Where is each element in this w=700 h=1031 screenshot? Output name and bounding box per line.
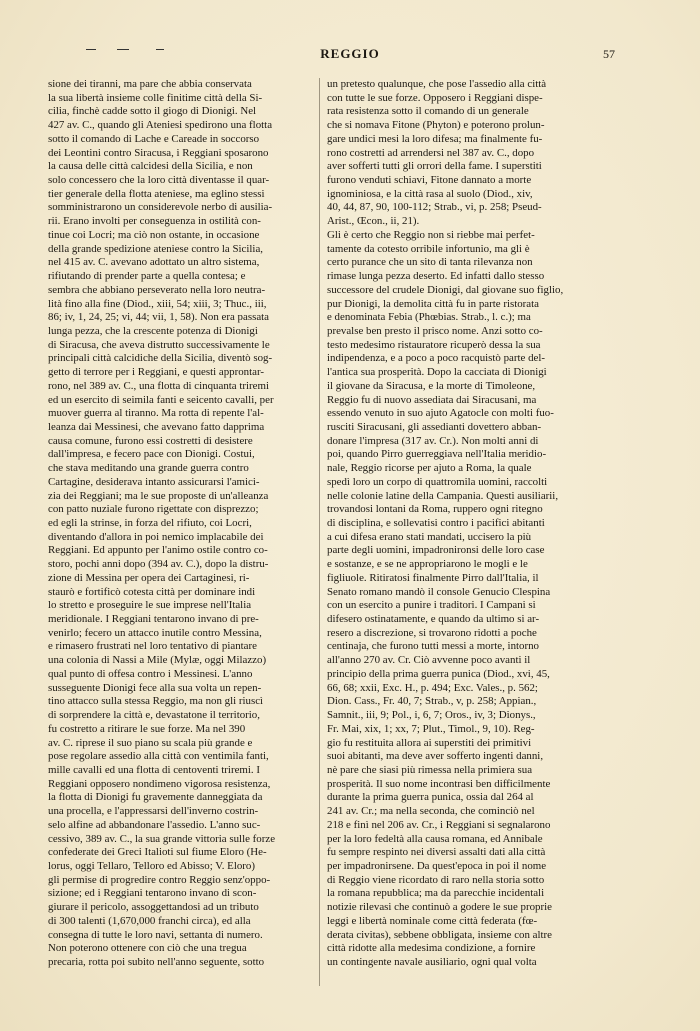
text-line: Non poterono ottenere con ciò che una tregua bbox=[48, 942, 247, 955]
text-line: Cartagine, desiderava intanto assicurarsi l'amici- bbox=[48, 475, 260, 488]
text-line: derata civitas), sebbene obbligata, insieme con altre bbox=[327, 928, 552, 941]
text-line: 218 e finì nel 206 av. Cr., i Reggiani si segnalarono bbox=[327, 818, 551, 831]
text-line: una colonia di Nassi a Mile (Mylæ, oggi Milazzo) bbox=[48, 654, 267, 667]
text-line: all'anno 270 av. Cr. Ciò avvenne poco avanti il bbox=[327, 654, 531, 667]
text-line: rii. Erano involti per conseguenza in ostilità con- bbox=[48, 215, 261, 228]
text-line: dei Leontini contro Siracusa, i Reggiani sposarono bbox=[48, 146, 269, 159]
text-line: fu sempre respinto nei diversi assalti dati alla città bbox=[327, 846, 546, 859]
text-line: con un esercito a punire i traditori. I Campani si bbox=[327, 599, 536, 612]
text-line: e denominata Febia (Phœbias. Strab., l. c.); ma bbox=[327, 311, 531, 324]
text-line: la causa delle città calcidesi della Sicilia, e non bbox=[48, 160, 253, 173]
text-line: donare l'impresa (317 av. Cr.). Non molti anni di bbox=[327, 434, 539, 447]
text-line: av. C. riprese il suo piano su scala più grande e bbox=[48, 736, 253, 749]
text-line: e rimasero frustrati nel loro tentativo di piantare bbox=[48, 640, 257, 653]
text-line: sotto il comando di Lache e Careade in soccorso bbox=[48, 132, 260, 145]
text-line: lunga pezza, che la crescente potenza di Dionigi bbox=[48, 324, 258, 337]
text-line: meridionale. I Reggiani tentarono invano di pre- bbox=[48, 613, 259, 626]
text-line: ignominiosa, e la città rasa al suolo (Diod., xiv, bbox=[327, 187, 533, 200]
text-line: staurò e fortificò cotesta città per dominare indi bbox=[48, 585, 256, 598]
text-line: dall'impresa, e fecero pace con Dionigi. Costui, bbox=[48, 448, 255, 461]
text-line: lorus, oggi Tellaro, Telloro ed Abisso; V. Eloro) bbox=[48, 859, 255, 872]
text-line: confederate dei Greci Italioti sul fiume Eloro (He- bbox=[48, 846, 267, 859]
text-line: furono venduti schiavi, Fitone dannato a morte bbox=[327, 174, 532, 187]
text-line: aver sofferti tutti gli orrori della fame. I superstiti bbox=[327, 160, 542, 173]
text-line: rono costretti ad arrendersi nel 387 av. C., dopo bbox=[327, 146, 535, 159]
text-line: rimase lunga pezza deserto. Ed infatti dallo stesso bbox=[327, 270, 545, 283]
text-line: rifiutando di prender parte a quella contesa; e bbox=[48, 270, 246, 283]
text-line: prosperità. Il suo nome incontrasi ben difficilmente bbox=[327, 777, 551, 790]
text-line: principio della prima guerra punica (Diod., xvi, 45, bbox=[327, 667, 550, 680]
text-line: di sorprendere la città e, devastatone il territorio, bbox=[48, 709, 260, 722]
text-line: difesero ostinatamente, e quando da ultimo si ar- bbox=[327, 613, 540, 626]
text-line: nale, Reggio ricorse per ajuto a Roma, la quale bbox=[327, 462, 532, 475]
text-line: consegna di tutte le loro navi, settanta di numero. bbox=[48, 928, 263, 941]
text-line: indipendenza, e a poco a poco racquistò parte del- bbox=[327, 352, 546, 365]
text-line: per impadronirsene. Da quest'epoca in poi il nome bbox=[327, 859, 547, 872]
text-line: causa comune, furono essi costretti di desistere bbox=[48, 434, 253, 447]
text-line: il giovane da Siracusa, e la morte di Timoleone, bbox=[327, 379, 536, 392]
text-line: Dion. Cass., Fr. 40, 7; Strab., v, p. 258; Appian., bbox=[327, 695, 537, 708]
text-line: la flotta di Dionigi fu gravemente danneggiata da bbox=[48, 791, 263, 804]
text-line: 66, 68; xxii, Exc. H., p. 494; Exc. Vales., p. 562; bbox=[327, 681, 538, 694]
text-line: gio fu restituita allora ai superstiti dei primitivi bbox=[327, 736, 532, 749]
text-line: leggi e libertà nominale come città federata (fœ- bbox=[327, 914, 538, 927]
text-line: spedì loro un corpo di quattromila uomini, raccolti bbox=[327, 475, 548, 488]
text-line: ed un esercito di seimila fanti e seicento cavalli, per bbox=[48, 393, 274, 406]
text-line: nelle colonie latine della Campania. Questi ausiliarii, bbox=[327, 489, 559, 502]
text-line: sembra che abbiano perseverato nella loro neutra- bbox=[48, 283, 266, 296]
text-line: trovandosi lontani da Roma, ruppero ogni ritegno bbox=[327, 503, 543, 516]
text-line: pur Dionigi, la demolita città fu in parte ristorata bbox=[327, 297, 540, 310]
page-number: 57 bbox=[603, 47, 615, 61]
text-line: 86; iv, 1, 24, 25; vi, 44; vii, 1, 58). Non era passata bbox=[48, 311, 270, 324]
text-line: muover guerra al tiranno. Ma rotta di repente l'al- bbox=[48, 407, 264, 420]
text-line: un contingente navale ausiliario, ogni qual volta bbox=[327, 956, 537, 968]
text-line: che stava meditando una grande guerra contro bbox=[48, 462, 249, 475]
text-line: Reggiani opposero nondimeno vigorosa resistenza, bbox=[48, 777, 271, 790]
text-line: diventando d'allora in poi nemico implacabile dei bbox=[48, 530, 264, 543]
text-line: poi, quando Pirro guerreggiava nell'Italia meridio- bbox=[327, 448, 547, 461]
text-line: notizie rilevasi che continuò a godere le sue proprie bbox=[327, 901, 552, 914]
text-line: qual punto di offesa contro i Messinesi. L'anno bbox=[48, 667, 253, 680]
text-line: parte degli uomini, impadronironsi delle loro case bbox=[327, 544, 545, 557]
text-line: figliuole. Ritiratosi finalmente Pirro dall'Italia, il bbox=[327, 571, 539, 584]
text-line: a cui difesa erano stati mandati, uccisero la più bbox=[327, 530, 532, 543]
text-line: e sostanze, e se ne appropriarono le mogli e le bbox=[327, 558, 528, 571]
text-line: città ridotte alla medesima condizione, a fornire bbox=[327, 942, 536, 955]
text-line: precaria, rotta poi subito nell'anno seguente, sotto bbox=[48, 956, 265, 968]
text-line: prevalse ben presto il prisco nome. Anzi sotto co- bbox=[327, 324, 543, 337]
text-line: la sua libertà insieme colle finitime città della Si- bbox=[48, 91, 263, 104]
text-line: durante la prima guerra punica, ossia dal 264 al bbox=[327, 791, 534, 804]
text-line: di Reggio viene ricordato di raro nella storia sotto bbox=[327, 873, 545, 886]
text-line: 427 av. C., quando gli Ateniesi spedirono una flotta bbox=[48, 119, 273, 132]
text-line: un pretesto qualunque, che pose l'assedio alla città bbox=[327, 78, 547, 90]
text-line: sizione; ed i Reggiani tentarono invano di scon- bbox=[48, 887, 257, 900]
text-line: certo purance che un sito di tanta rilevanza non bbox=[327, 256, 533, 269]
text-line: di Siracusa, che aveva distrutto successivamente le bbox=[48, 338, 270, 351]
text-line: successore del crudele Dionigi, dal giovane suo figlio, bbox=[327, 283, 564, 296]
text-line: Gli è certo che Reggio non si riebbe mai perfet- bbox=[327, 228, 535, 241]
text-line: di 300 talenti (1,670,000 franchi circa), ed alla bbox=[48, 914, 251, 927]
text-line: nel 415 av. C. avevano adottato un altro sistema, bbox=[48, 256, 260, 269]
text-line: mille cavalli ed una flotta di centoventi triremi. I bbox=[48, 763, 260, 776]
text-line: l'antica sua prosperità. Dopo la cacciata di Dionigi bbox=[327, 366, 547, 379]
text-line: susseguente Dionigi fece alla sua volta un repen- bbox=[48, 681, 262, 694]
text-line: giurare il pericolo, assoggettandosi ad un tributo bbox=[48, 901, 259, 914]
text-line: testo medesimo ristauratore ricuperò dessa la sua bbox=[327, 338, 541, 351]
text-line: solo concessero che la loro città diventasse il quar- bbox=[48, 174, 270, 187]
text-line: essendo venuto in suo ajuto Agatocle con molti fuo- bbox=[327, 407, 554, 420]
text-line: zia dei Reggiani; ma le sue proposte di un'alleanza bbox=[48, 489, 269, 502]
text-line: tamente da cotesto orribile infortunio, ma gli è bbox=[327, 242, 530, 255]
text-line: somministrarono un considerevole nerbo di ausilia- bbox=[48, 201, 273, 214]
text-line: pose regolare assedio alla città con ventimila fanti, bbox=[48, 750, 269, 763]
text-line: per la loro fedeltà alla causa romana, ed Annibale bbox=[327, 832, 543, 845]
text-line: Fr. Mai, xix, 1; xx, 7; Plut., Timol., 9, 10). Reg- bbox=[327, 722, 535, 735]
text-line: lo stretto e proseguire le sue imprese nell'Italia bbox=[48, 599, 252, 612]
text-line: venirlo; fecero un attacco inutile contro Messina, bbox=[48, 626, 262, 639]
text-line: fu costretto a ritirare le sue forze. Ma nel 390 bbox=[48, 722, 246, 735]
text-line: centinaja, che furono tutti messi a morte, intorno bbox=[327, 640, 540, 653]
text-line: con patto nuziale furono rigettate con disprezzo; bbox=[48, 503, 259, 516]
text-line: con tutte le sue forze. Opposero i Reggiani dispe- bbox=[327, 91, 543, 104]
text-line: leanza dai Messinesi, che avevano fatto dapprima bbox=[48, 420, 265, 433]
text-line: tinue coi Locri; ma ciò non ostante, in occasione bbox=[48, 228, 260, 241]
text-line: storo, pochi anni dopo (394 av. C.), dopo la distru- bbox=[48, 558, 269, 571]
text-line: ed egli la strinse, in forza del rifiuto, coi Locri, bbox=[48, 517, 252, 529]
text-line: zione di Messina per opera dei Cartaginesi, ri- bbox=[48, 571, 250, 584]
text-line: Senato romano mandò il console Genucio Clespina bbox=[327, 585, 551, 598]
text-line: suoi abitanti, ma deve aver sofferto ingenti danni, bbox=[327, 750, 544, 763]
text-line: tino attacco sulla stessa Reggio, ma non gli riuscì bbox=[48, 695, 264, 708]
text-line: gli permise di progredire contro Reggio senz'oppo- bbox=[48, 873, 271, 886]
text-line: rono, nel 389 av. C., una flotta di cinquanta triremi bbox=[48, 379, 269, 392]
column-divider bbox=[319, 78, 320, 986]
text-line: rusciti Siracusani, gli assedianti dovettero abban- bbox=[327, 420, 542, 433]
text-line: Reggiani. Ed appunto per l'animo ostile contro co- bbox=[48, 544, 268, 557]
text-line: Reggio fu di nuovo assediata dai Siracusani, ma bbox=[327, 393, 537, 406]
text-line: gare undici mesi la loro difesa; ma finalmente fu- bbox=[327, 132, 543, 145]
text-line: la romana repubblica; ma da parecchie incidentali bbox=[327, 887, 545, 900]
text-line: una procella, e l'appressarsi dell'inverno costrin- bbox=[48, 805, 259, 818]
text-line: della grande spedizione ateniese contro la Sicilia, bbox=[48, 242, 264, 255]
text-line: cessivo, 389 av. C., la sua grande vittoria sulle forze bbox=[48, 832, 276, 845]
text-line: Samnit., iii, 9; Pol., i, 6, 7; Oros., iv, 3; Dionys., bbox=[327, 709, 536, 722]
text-line: lità fino alla fine (Diod., xiii, 54; xiii, 3; Thuc., iii, bbox=[48, 297, 267, 310]
text-line: tier generale della flotta ateniese, ma eglino stessi bbox=[48, 187, 265, 200]
text-line: che si nomava Fitone (Phyton) e poterono prolun- bbox=[327, 119, 545, 132]
running-head: REGGIO bbox=[320, 46, 380, 61]
text-line: Arist., Œcon., ii, 21). bbox=[327, 215, 420, 228]
text-line: resero a discrezione, si trovarono ridotti a poche bbox=[327, 626, 537, 639]
text-line: principali città calcidiche della Sicilia, diventò sog- bbox=[48, 352, 273, 365]
left-column bbox=[48, 78, 320, 970]
text-line: nè pare che siasi più rimessa nella primiera sua bbox=[327, 763, 533, 776]
text-line: getto di terrore per i Reggiani, e questi approntar- bbox=[48, 366, 265, 379]
text-line: 241 av. Cr.; ma nella seconda, che cominciò nel bbox=[327, 805, 535, 818]
text-line: di disciplina, e sollevatisi contro i pacifici abitanti bbox=[327, 517, 545, 529]
right-column bbox=[327, 78, 615, 970]
text-line: selo alfine ad abbandonare l'assedio. L'anno suc- bbox=[48, 818, 261, 831]
text-line: cilia, finchè cadde sotto il giogo di Dionigi. Nel bbox=[48, 105, 257, 118]
text-line: rata resistenza sotto il comando di un generale bbox=[327, 105, 529, 118]
text-line: 40, 44, 87, 90, 100-112; Strab., vi, p. 258; Pseud- bbox=[327, 201, 542, 214]
text-line: sione dei tiranni, ma pare che abbia conservata bbox=[48, 78, 252, 90]
